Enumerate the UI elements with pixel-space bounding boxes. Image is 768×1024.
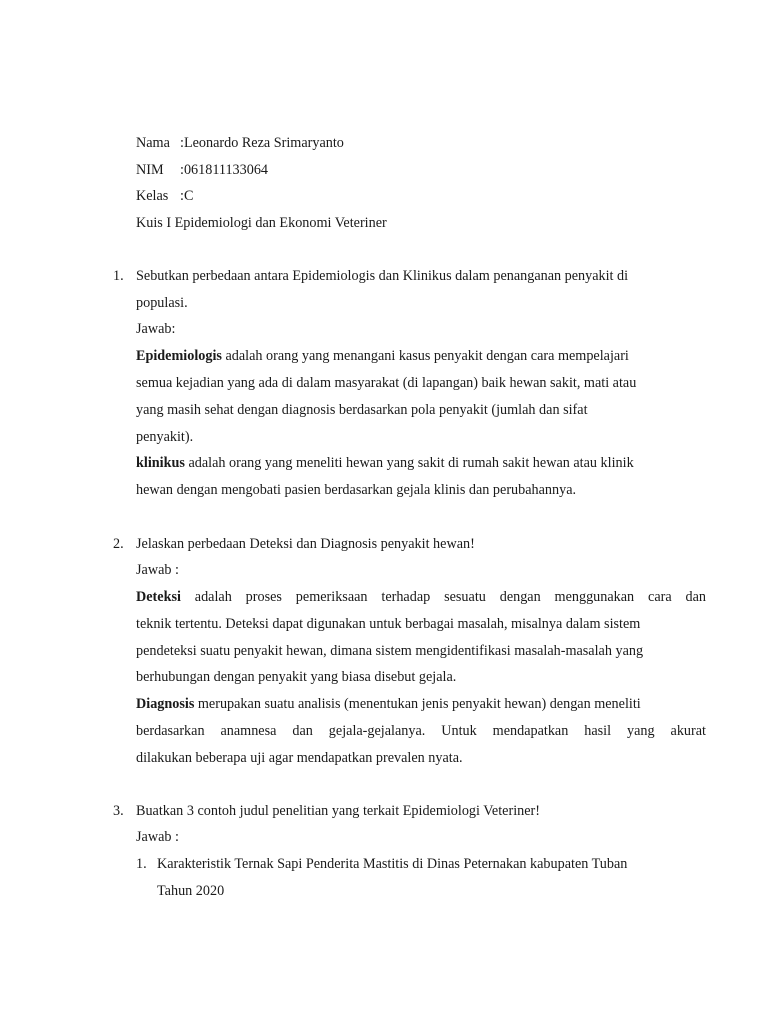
q2-p1-text: adalah proses pemeriksaan terhadap sesuatu dengan menggunakan cara dan <box>180 589 706 605</box>
q3-question: Buatkan 3 contoh judul penelitian yang terkait Epidemiologi Veteriner! <box>136 803 540 819</box>
q3-answer-label: Jawab : <box>136 829 179 845</box>
q1-p2-text: adalah orang yang meneliti hewan yang sakit di rumah sakit hewan atau klinik <box>184 455 634 471</box>
header-nim-line <box>136 161 268 179</box>
q1-epidemiologis-line-1 <box>136 347 629 365</box>
document-title: Kuis I Epidemiologi dan Ekonomi Veteriner <box>136 215 387 231</box>
nim-label: NIM <box>136 162 164 178</box>
q3-number: 3. <box>113 803 124 819</box>
q2-diagnosis-line-1 <box>136 695 641 713</box>
q1-question-line-1: Sebutkan perbedaan antara Epidemiologis dan Klinikus dalam penanganan penyakit di <box>136 268 629 284</box>
q1-question-line-2: populasi. <box>136 295 188 311</box>
q3-item1-number: 1. <box>136 856 147 872</box>
q2-question: Jelaskan perbedaan Deteksi dan Diagnosis penyakit hewan! <box>136 536 475 552</box>
nim-value: :061811133064 <box>180 162 269 178</box>
term-epidemiologis: Epidemiologis <box>136 348 222 364</box>
nama-label: Nama <box>136 135 170 151</box>
q1-p1-text: adalah orang yang menangani kasus penyakit dengan cara mempelajari <box>221 348 629 364</box>
q2-diagnosis-line-2: berdasarkan anamnesa dan gejala-gejalanya. Untuk mendapatkan hasil yang akurat <box>136 723 706 739</box>
q1-klinikus-line-2: hewan dengan mengobati pasien berdasarkan gejala klinis dan perubahannya. <box>136 482 577 498</box>
q1-answer-label: Jawab: <box>136 321 176 337</box>
kelas-value: :C <box>180 188 194 204</box>
q2-diagnosis-line-3: dilakukan beberapa uji agar mendapatkan prevalen nyata. <box>136 750 463 766</box>
q2-deteksi-line-3: pendeteksi suatu penyakit hewan, dimana sistem mengidentifikasi masalah-masalah yang <box>136 643 644 659</box>
q2-deteksi-line-2: teknik tertentu. Deteksi dapat digunakan untuk berbagai masalah, misalnya dalam sistem <box>136 616 641 632</box>
term-klinikus: klinikus <box>136 455 185 471</box>
kelas-label: Kelas <box>136 188 169 204</box>
q1-epidemiologis-line-4: penyakit). <box>136 429 194 445</box>
q2-answer-label: Jawab : <box>136 562 179 578</box>
term-diagnosis: Diagnosis <box>136 696 195 712</box>
q1-klinikus-line-1 <box>136 454 634 472</box>
q1-number: 1. <box>113 268 124 284</box>
q3-item1-line-2: Tahun 2020 <box>157 883 225 899</box>
nama-value: :Leonardo Reza Srimaryanto <box>180 135 344 151</box>
q2-deteksi-line-1 <box>136 588 706 606</box>
q2-p2-text: merupakan suatu analisis (menentukan jenis penyakit hewan) dengan meneliti <box>194 696 641 712</box>
q2-number: 2. <box>113 536 124 552</box>
q1-epidemiologis-line-2: semua kejadian yang ada di dalam masyarakat (di lapangan) baik hewan sakit, mati atau <box>136 375 637 391</box>
header-nama-line <box>136 134 344 152</box>
term-deteksi: Deteksi <box>136 589 181 605</box>
header-kelas-line <box>136 187 193 205</box>
q1-epidemiologis-line-3: yang masih sehat dengan diagnosis berdasarkan pola penyakit (jumlah dan sifat <box>136 402 588 418</box>
q3-item1-line-1: Karakteristik Ternak Sapi Penderita Mastitis di Dinas Peternakan kabupaten Tuban <box>157 856 628 872</box>
q2-deteksi-line-4: berhubungan dengan penyakit yang biasa disebut gejala. <box>136 669 457 685</box>
